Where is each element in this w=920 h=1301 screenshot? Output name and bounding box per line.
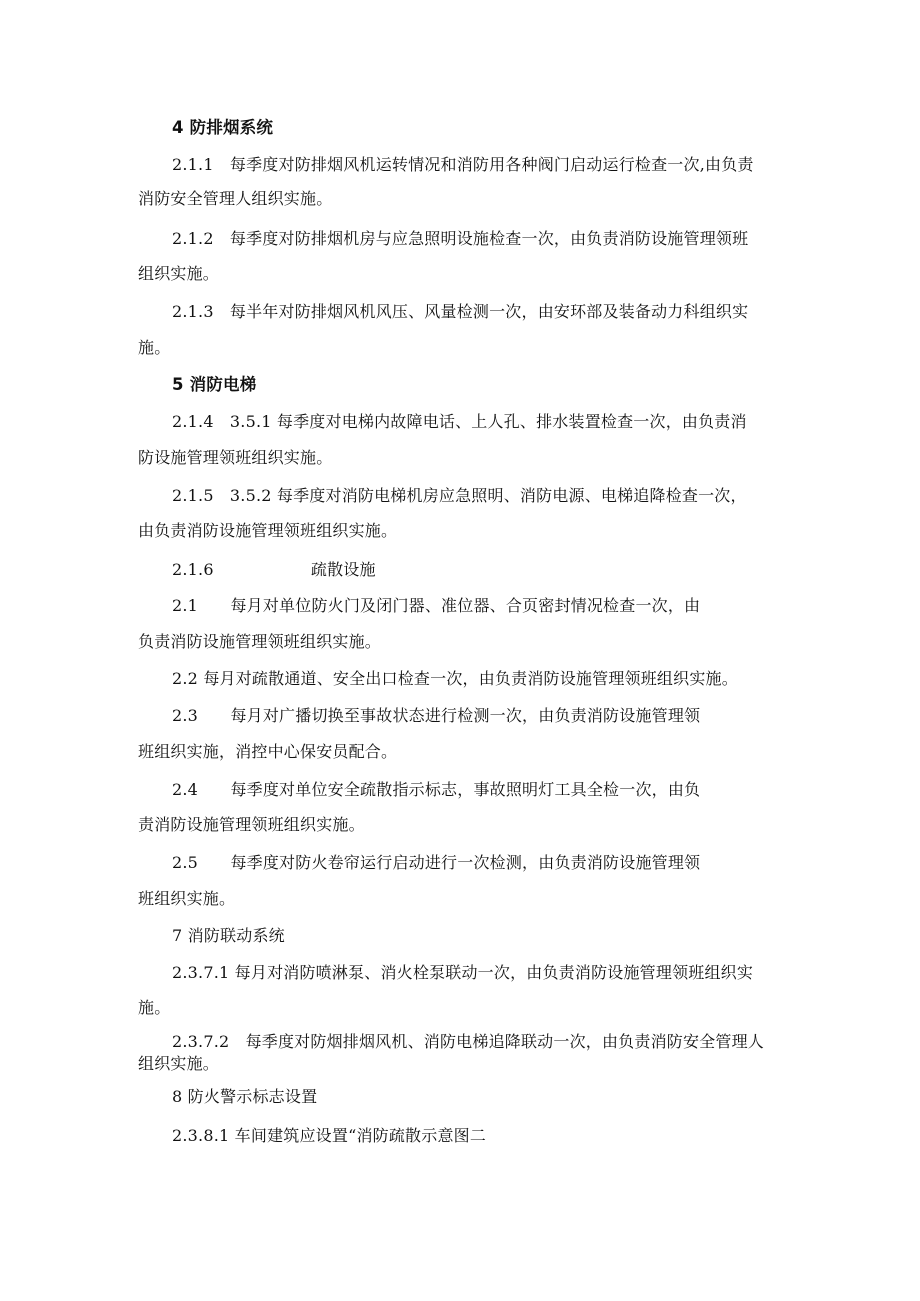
paragraph-line: 2.2 每月对疏散通道、安全出口检查一次，由负责消防设施管理领班组织实施。: [172, 669, 738, 688]
paragraph-line: 组织实施。: [138, 264, 220, 283]
section-heading-fire-elevator: 5 消防电梯: [172, 375, 257, 394]
paragraph-line: 施。: [138, 998, 171, 1017]
section-heading-fire-linkage: 7 消防联动系统: [172, 926, 285, 945]
paragraph-line: 由负责消防设施管理领班组织实施。: [138, 521, 398, 540]
paragraph-line: 消防安全管理人组织实施。: [138, 189, 333, 208]
paragraph-line: 2.1.4 3.5.1 每季度对电梯内故障电话、上人孔、排水装置检查一次，由负责消: [172, 412, 747, 431]
paragraph-line: 2.1.3 每半年对防排烟风机风压、风量检测一次，由安环部及装备动力科组织实: [172, 302, 749, 321]
paragraph-line: 2.1.5 3.5.2 每季度对消防电梯机房应急照明、消防电源、电梯追降检查一次，: [172, 486, 747, 505]
paragraph-line: 2.3.8.1 车间建筑应设置“消防疏散示意图二: [172, 1126, 487, 1145]
paragraph-line: 2.3.7.2 每季度对防烟排烟风机、消防电梯追降联动一次，由负责消防安全管理人: [172, 1032, 764, 1051]
paragraph-line: 组织实施。: [138, 1054, 220, 1073]
paragraph-line: 班组织实施。: [138, 889, 236, 908]
paragraph-line: 2.4 每季度对单位安全疏散指示标志，事故照明灯工具全检一次，由负: [172, 780, 701, 799]
paragraph-line: 班组织实施，消控中心保安员配合。: [138, 742, 398, 761]
section-heading-smoke-exhaust: 4 防排烟系统: [172, 118, 274, 137]
paragraph-line: 负责消防设施管理领班组织实施。: [138, 632, 382, 651]
paragraph-line: 施。: [138, 338, 171, 357]
paragraph-line: 2.1.1 每季度对防排烟风机运转情况和消防用各种阀门启动运行检查一次,由负责: [172, 155, 754, 174]
subsection-heading-evacuation: 2.1.6 疏散设施: [172, 560, 376, 579]
paragraph-line: 2.1.2 每季度对防排烟机房与应急照明设施检查一次，由负责消防设施管理领班: [172, 229, 749, 248]
paragraph-line: 2.1 每月对单位防火门及闭门器、准位器、合页密封情况检查一次，由: [172, 596, 701, 615]
paragraph-line: 责消防设施管理领班组织实施。: [138, 815, 365, 834]
section-heading-warning-signs: 8 防火警示标志设置: [172, 1087, 318, 1106]
paragraph-line: 2.3 每月对广播切换至事故状态进行检测一次，由负责消防设施管理领: [172, 706, 701, 725]
paragraph-line: 防设施管理领班组织实施。: [138, 448, 333, 467]
paragraph-line: 2.3.7.1 每月对消防喷淋泵、消火栓泵联动一次，由负责消防设施管理领班组织实: [172, 963, 754, 982]
paragraph-line: 2.5 每季度对防火卷帘运行启动进行一次检测，由负责消防设施管理领: [172, 853, 701, 872]
